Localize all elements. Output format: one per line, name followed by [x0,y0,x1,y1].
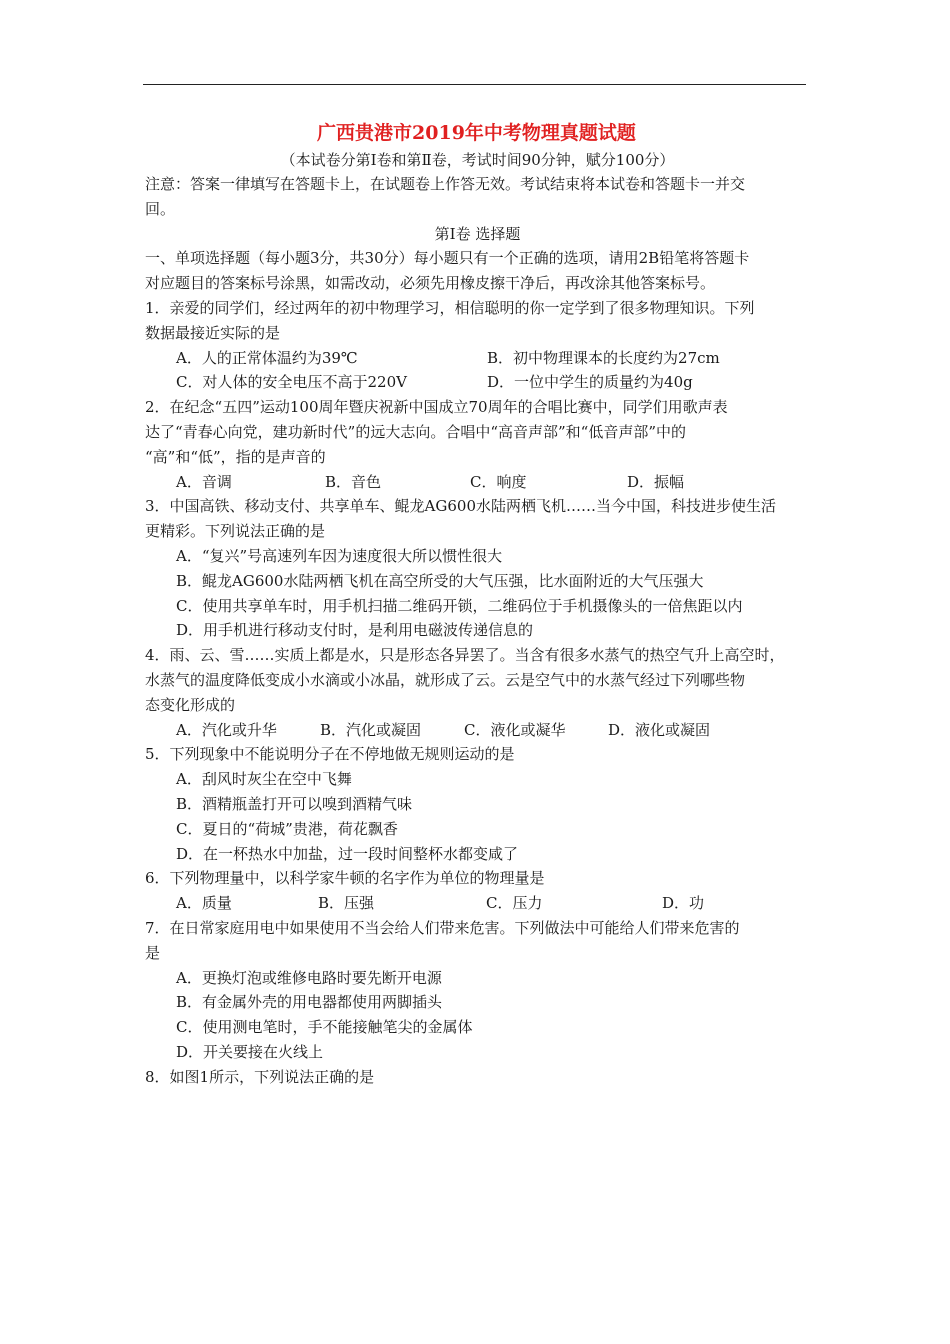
q1-options-row-2 [176,370,810,395]
notice-line-2: 回。 [145,199,176,218]
q7-stem-line-2: 是 [145,943,161,962]
q4-option-c: C．液化或凝华 [464,720,566,739]
q6-options-row [176,891,810,916]
q6-option-d: D．功 [662,894,705,913]
q1-stem-line-2: 数据最接近实际的是 [145,323,281,342]
q1-option-b: B．初中物理课本的长度约为27cm [487,348,720,367]
q4-option-a: A．汽化或升华 [176,720,277,739]
q6-option-c: C．压力 [486,894,543,913]
q1-stem-line-1: 1．亲爱的同学们，经过两年的初中物理学习，相信聪明的你一定学到了很多物理知识。下列 [145,298,755,317]
exam-subtitle: （本试卷分第Ⅰ卷和第Ⅱ卷，考试时间90分钟，赋分100分） [280,151,675,169]
q3-option-a: A．“复兴”号高速列车因为速度很大所以惯性很大 [176,546,503,565]
q4-stem-line-1: 4．雨、云、雪……实质上都是水，只是形态各异罢了。当含有很多水蒸气的热空气升上高空时， [145,646,785,665]
section-intro-line-1: 一、单项选择题（每小题3分，共30分）每小题只有一个正确的选项，请用2B铅笔将答题卡 [145,249,750,268]
q7-stem-line-1: 7．在日常家庭用电中如果使用不当会给人们带来危害。下列做法中可能给人们带来危害的 [145,918,740,937]
q2-option-c: C．响度 [470,472,527,491]
exam-content [145,118,810,1089]
q5-option-b: B．酒精瓶盖打开可以嗅到酒精气味 [176,794,413,813]
exam-title: 广西贵港市2019年中考物理真题试题 [317,122,636,144]
q6-stem-line-1: 6．下列物理量中，以科学家牛顿的名字作为单位的物理量是 [145,869,545,888]
q1-options-row-1 [176,346,810,371]
q2-option-d: D．振幅 [627,472,685,491]
q3-option-d: D．用手机进行移动支付时，是利用电磁波传递信息的 [176,621,534,640]
q6-option-a: A．质量 [176,894,232,913]
q4-stem-line-3: 态变化形成的 [145,695,236,714]
q4-stem-line-2: 水蒸气的温度降低变成小水滴或小冰晶，就形成了云。云是空气中的水蒸气经过下列哪些物 [145,670,746,689]
q3-option-b: B．鲲龙AG600水陆两栖飞机在高空所受的大气压强，比水面附近的大气压强大 [176,571,704,590]
notice-line-1: 注意：答案一律填写在答题卡上，在试题卷上作答无效。考试结束将本试卷和答题卡一并交 [145,175,746,193]
q2-stem-line-1: 2．在纪念“五四”运动100周年暨庆祝新中国成立70周年的合唱比赛中，同学们用歌声表 [145,398,728,417]
q3-option-c: C．使用共享单车时，用手机扫描二维码开锁，二维码位于手机摄像头的一倍焦距以内 [176,596,743,615]
q7-option-a: A．更换灯泡或维修电路时要先断开电源 [176,968,442,987]
header-rule [143,84,806,85]
q4-options-row [176,718,810,743]
q7-option-b: B．有金属外壳的用电器都使用两脚插头 [176,993,443,1012]
q1-option-d: D．一位中学生的质量约为40g [487,373,693,392]
q1-option-c: C．对人体的安全电压不高于220V [176,373,407,392]
q5-option-c: C．夏日的“荷城”贵港，荷花飘香 [176,819,398,838]
q2-options-row [176,470,810,495]
q4-option-b: B．汽化或凝固 [320,720,422,739]
q7-option-c: C．使用测电笔时，手不能接触笔尖的金属体 [176,1018,473,1037]
q4-option-d: D．液化或凝固 [608,720,711,739]
q6-option-b: B．压强 [318,894,375,913]
q2-option-a: A．音调 [176,472,232,491]
q3-stem-line-1: 3．中国高铁、移动支付、共享单车、鲲龙AG600水陆两栖飞机……当今中国，科技进步使生活 [145,497,776,516]
q2-stem-line-3: “高”和“低”，指的是声音的 [145,447,326,466]
q1-option-a: A．人的正常体温约为39℃ [176,348,358,367]
q2-option-b: B．音色 [325,472,382,491]
q3-stem-line-2: 更精彩。下列说法正确的是 [145,522,326,541]
q7-option-d: D．开关要接在火线上 [176,1042,324,1061]
q5-stem-line-1: 5．下列现象中不能说明分子在不停地做无规则运动的是 [145,745,515,764]
section-title: 第Ⅰ卷 选择题 [434,224,521,243]
section-intro-line-2: 对应题目的答案标号涂黑，如需改动，必须先用橡皮擦干净后，再改涂其他答案标号。 [145,274,716,293]
q8-stem-line-1: 8．如图1所示，下列说法正确的是 [145,1067,375,1086]
q2-stem-line-2: 达了“青春心向党，建功新时代”的远大志向。合唱中“高音声部”和“低音声部”中的 [145,422,687,441]
q5-option-d: D．在一杯热水中加盐，过一段时间整杯水都变咸了 [176,844,519,863]
q5-option-a: A．刮风时灰尘在空中飞舞 [176,770,352,789]
